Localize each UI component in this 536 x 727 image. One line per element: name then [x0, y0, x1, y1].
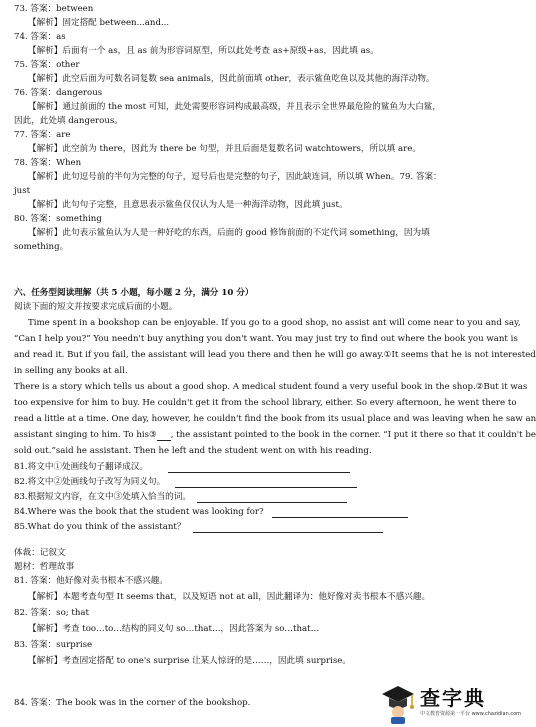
chazidian-logo [380, 680, 522, 724]
question-81 [14, 462, 496, 473]
analysis-80-cont: something。 [14, 242, 69, 252]
analysis-74: 【解析】后面有一个 as，且 as 前为形容词原型，所以此处考查 as+原级+as，因此填 as。 [28, 46, 379, 56]
answer-76: 76. 答案：dangerous [14, 88, 103, 98]
analysis-76: 【解析】通过前面的 the most 可知，此处需要形容词构成最高级，并且表示全世界最危险的鲨鱼为大白鲨， [28, 102, 441, 112]
passage-line: Time spent in a bookshop can be enjoyable. If you go to a good shop, no assist ant will come near to you and say, [28, 318, 521, 328]
passage-fragment: , the assistant pointed to the book in the corner. “I put it there so that it couldn't be [170, 430, 536, 440]
theme-label: 题材：哲理故事 [14, 562, 75, 572]
passage-line: sold out.”said he assistant. Then he left and the student went on with his reading. [14, 446, 372, 456]
answer-blank[interactable] [193, 523, 383, 533]
analysis-75: 【解析】此空后面为可数名词复数 sea animals，因此前面填 other，表示鲨鱼吃鱼以及其他的海洋动物。 [28, 74, 435, 84]
answer-73: 73. 答案：between [14, 4, 94, 14]
answer-80: 80. 答案：something [14, 214, 102, 224]
genre-label: 体裁：记叙文 [14, 548, 66, 558]
analysis-77: 【解析】此空前为 there，因此为 there be 句型，并且后面是复数名词 watchtowers，所以填 are。 [28, 144, 421, 154]
logo-subtitle: 中文教育资源第一平台 www.chazidian.com [420, 711, 522, 717]
answer-blank[interactable] [175, 478, 357, 488]
passage-line: “Can I help you?” You needn't buy anything you don't want. You may just try to find out where the book you want is [14, 334, 518, 344]
answer-blank[interactable] [272, 508, 408, 518]
analysis-76-cont: 因此，此处填 dangerous。 [14, 116, 123, 126]
answer-77: 77. 答案：are [14, 130, 71, 140]
passage-line: read a little at a time. One day, however, he couldn't find the book from its usual place and was leaving when he saw an [14, 414, 536, 424]
analysis-73: 【解析】固定搭配 between...and... [28, 18, 170, 28]
analysis-81: 【解析】本题考查句型 It seems that，以及短语 not at all，因此翻译为：他好像对卖书根本不感兴趣。 [28, 592, 431, 602]
analysis-78: 【解析】此句逗号前的半句为完整的句子，逗号后也是完整的句子，因此缺连词，所以填 When。79. 答案： [28, 172, 442, 182]
question-84 [14, 507, 496, 518]
question-text: 81.将文中①处画线句子翻译成汉。 [14, 462, 148, 472]
question-text: 82.将文中②处画线句子改写为同义句。 [14, 477, 166, 487]
section-heading: 六、任务型阅读理解（共 5 小题，每小题 2 分，满分 10 分） [14, 288, 254, 298]
analysis-82: 【解析】考查 too…to…结构的同义句 so…that…，因此答案为 so…that… [28, 624, 320, 634]
answer-79: just [14, 186, 31, 196]
passage-line: in selling any books at all. [14, 366, 128, 376]
question-85 [14, 522, 496, 533]
analysis-79: 【解析】此句句子完整，且意思表示鲨鱼仅仅认为人是一种海洋动物，因此填 just。 [28, 200, 348, 210]
answer-74: 74. 答案：as [14, 32, 66, 42]
passage-line: too expensive for him to buy. He couldn't get it from the school library, either. So every afternoon, he went there to [14, 398, 517, 408]
analysis-80: 【解析】此句表示鲨鱼认为人是一种好吃的东西，后面的 good 修饰前面的不定代词 something，因为填 [28, 228, 430, 238]
question-83 [14, 492, 496, 503]
answer-75: 75. 答案：other [14, 60, 80, 70]
passage-line: and read it. But if you fail, the assistant will lead you there and then he will go away.①It seems that he is not interested [14, 350, 536, 360]
answer-78: 78. 答案：When [14, 158, 82, 168]
question-text: 84.Where was the book that the student was looking for? [14, 507, 264, 517]
answer-blank[interactable] [197, 493, 347, 503]
answer-84: 84. 答案：The book was in the corner of the bookshop. [14, 698, 251, 708]
passage-line: There is a story which tells us about a good shop. A medical student found a very useful book in the shop.②But it was [14, 382, 528, 392]
passage-line [14, 430, 536, 441]
blank-3[interactable] [157, 431, 171, 441]
question-text: 85.What do you think of the assistant？ [14, 522, 186, 532]
analysis-83: 【解析】考查固定搭配 to one's surprise 让某人惊讶的是……，因此填 surprise。 [28, 656, 351, 666]
answer-83: 83. 答案：surprise [14, 640, 93, 650]
passage-fragment: assistant singing to him. To his③ [14, 430, 157, 440]
answer-82: 82. 答案：so; that [14, 608, 89, 618]
question-text: 83.根据短文内容，在文中③处填入恰当的词。 [14, 492, 191, 502]
logo-title: 查字典 [420, 686, 486, 710]
question-82 [14, 477, 496, 488]
section-instruction: 阅读下面的短文并按要求完成后面的小题。 [14, 302, 178, 312]
answer-81: 81. 答案：他好像对卖书根本不感兴趣。 [14, 576, 168, 586]
answer-blank[interactable] [168, 463, 350, 473]
graduation-cap-icon [380, 680, 416, 724]
